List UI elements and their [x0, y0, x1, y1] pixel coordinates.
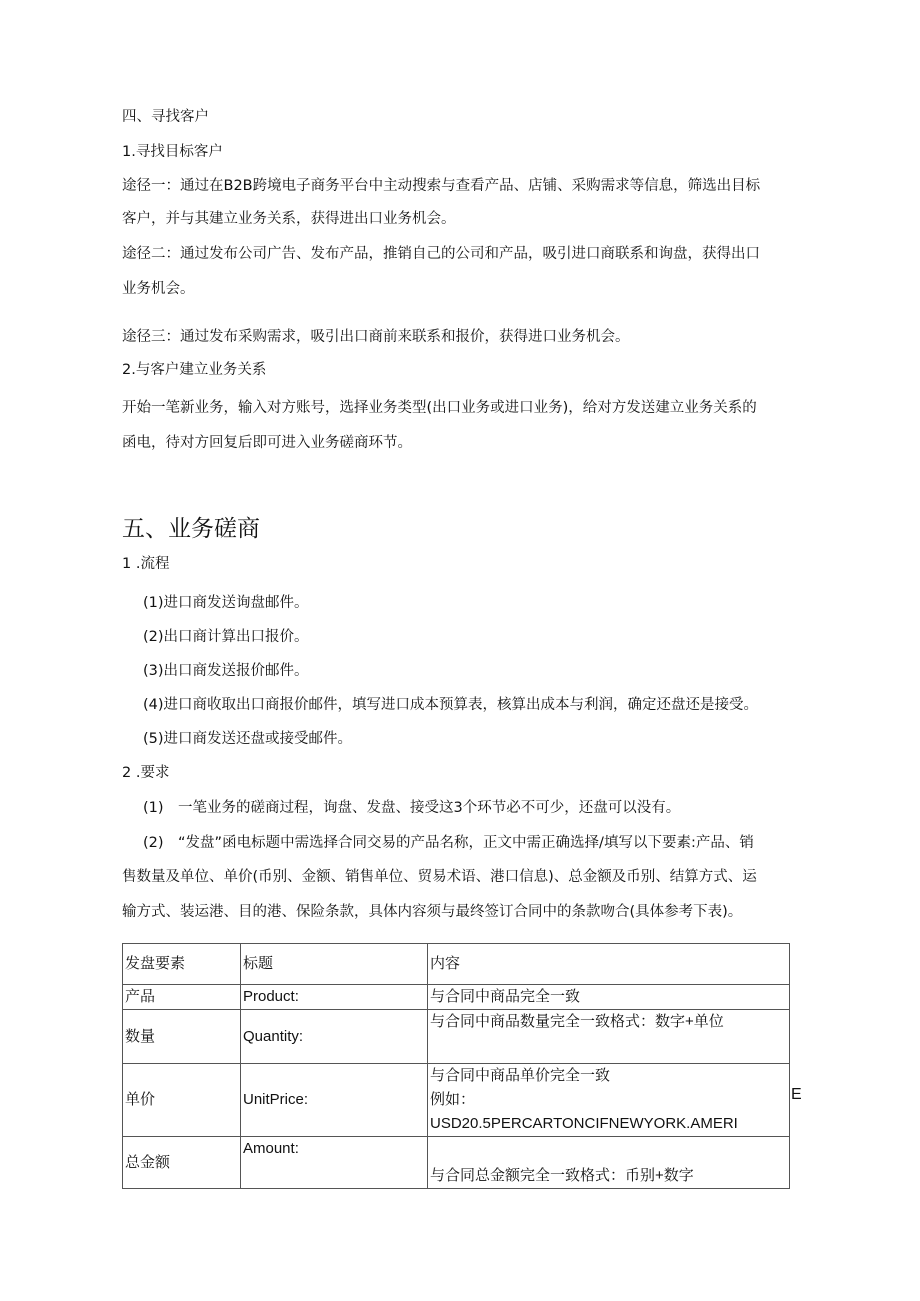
- cell: 与合同中商品数量完全一致格式：数字+单位: [428, 1010, 790, 1064]
- header-cell: 内容: [428, 944, 790, 985]
- paragraph: 业务机会。: [122, 281, 195, 297]
- cell-line: 与合同中商品单价完全一致: [430, 1067, 611, 1084]
- cell: Quantity:: [241, 1010, 428, 1064]
- cell: Amount:: [241, 1137, 428, 1189]
- list-item: (1)进口商发送询盘邮件。: [143, 595, 309, 611]
- cell-line: USD20.5PERCARTONCIFNEWYORK.AMERI: [430, 1115, 738, 1132]
- paragraph: 途径二：通过发布公司广告、发布产品，推销自己的公司和产品，吸引进口商联系和询盘，获得出口: [122, 246, 760, 262]
- table-row: [123, 1137, 790, 1189]
- header-cell: 发盘要素: [123, 944, 241, 985]
- section-title: 五、业务磋商: [122, 516, 260, 542]
- subheading: 2 .要求: [122, 765, 170, 781]
- paragraph: 开始一笔新业务，输入对方账号，选择业务类型(出口业务或进口业务)，给对方发送建立业务关系的: [122, 400, 757, 416]
- cell-line: 例如：: [430, 1091, 476, 1108]
- cell: 总金额: [123, 1137, 241, 1189]
- table-row: [123, 1064, 790, 1137]
- offer-elements-table: [122, 943, 790, 1189]
- paragraph: 途径三：通过发布采购需求，吸引出口商前来联系和报价，获得进口业务机会。: [122, 329, 630, 345]
- paragraph: 途径一：通过在B2B跨境电子商务平台中主动搜索与查看产品、店铺、采购需求等信息，筛选出目标: [122, 178, 761, 194]
- paragraph: (1) 一笔业务的磋商过程，询盘、发盘、接受这3个环节必不可少，还盘可以没有。: [143, 800, 681, 816]
- overflow-text: E: [791, 1086, 802, 1103]
- cell: 数量: [123, 1010, 241, 1064]
- list-item: (3)出口商发送报价邮件。: [143, 663, 309, 679]
- list-item: (2)出口商计算出口报价。: [143, 629, 309, 645]
- list-item: (4)进口商收取出口商报价邮件，填写进口成本预算表，核算出成本与利润，确定还盘还是接受。: [143, 697, 759, 713]
- table-row: [123, 1010, 790, 1064]
- paragraph: 客户，并与其建立业务关系，获得进出口业务机会。: [122, 211, 456, 227]
- cell: 产品: [123, 985, 241, 1010]
- paragraph: 输方式、装运港、目的港、保险条款，具体内容须与最终签订合同中的条款吻合(具体参考下表)。: [122, 904, 743, 920]
- subheading: 1 .流程: [122, 556, 170, 572]
- paragraph: 售数量及单位、单价(币别、金额、销售单位、贸易术语、港口信息)、总金额及币别、结算方式、运: [122, 869, 757, 885]
- cell: Product:: [241, 985, 428, 1010]
- header-cell: 标题: [241, 944, 428, 985]
- table-header-row: [123, 944, 790, 985]
- list-item: (5)进口商发送还盘或接受邮件。: [143, 731, 353, 747]
- section-heading: 四、寻找客户: [122, 109, 209, 125]
- cell: UnitPrice:: [241, 1064, 428, 1137]
- paragraph: 函电，待对方回复后即可进入业务磋商环节。: [122, 435, 412, 451]
- cell: [428, 1064, 790, 1137]
- cell: 单价: [123, 1064, 241, 1137]
- subheading: 1.寻找目标客户: [122, 144, 223, 160]
- table-row: [123, 985, 790, 1010]
- cell: 与合同中商品完全一致: [428, 985, 790, 1010]
- subheading: 2.与客户建立业务关系: [122, 362, 267, 378]
- paragraph: (2) “发盘”函电标题中需选择合同交易的产品名称，正文中需正确选择/填写以下要素:产品、销: [143, 835, 754, 851]
- cell: 与合同总金额完全一致格式：币别+数字: [428, 1137, 790, 1189]
